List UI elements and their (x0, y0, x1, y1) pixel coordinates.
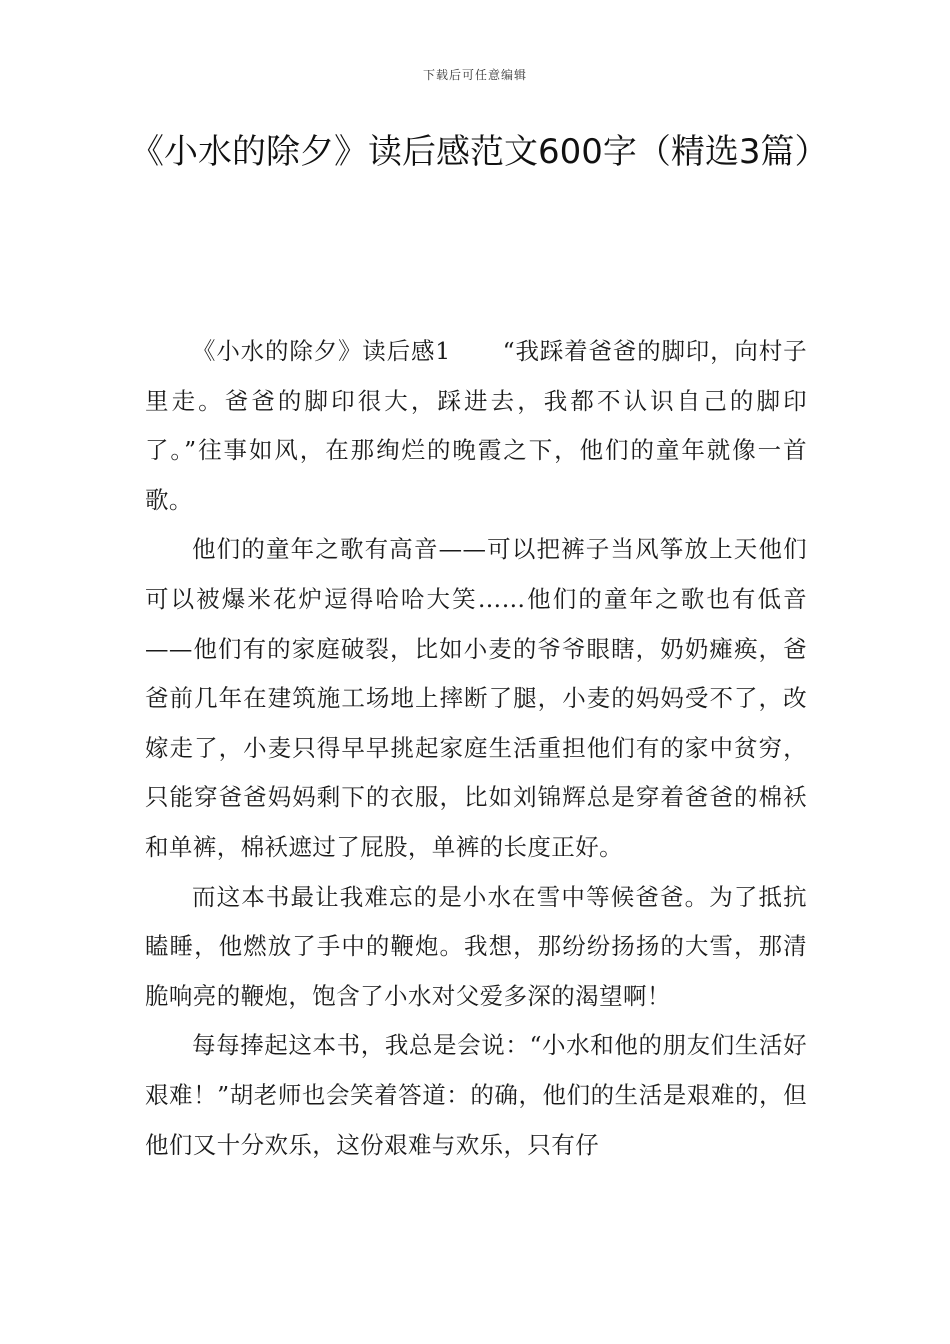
paragraph-2: 他们的童年之歌有高音——可以把裤子当风筝放上天他们可以被爆米花炉逗得哈哈大笑……他们的童年之歌也有低音——他们有的家庭破裂，比如小麦的爷爷眼瞎，奶奶瘫痪，爸爸前几年在建筑施工场地上摔断了腿，小麦的妈妈受不了，改嫁走了，小麦只得早早挑起家庭生活重担他们有的家中贫穷，只能穿爸爸妈妈剩下的衣服，比如刘锦辉总是穿着爸爸的棉袄和单裤，棉袄遮过了屁股，单裤的长度正好。 (145, 535, 807, 861)
paragraph-1-text: “我踩着爸爸的脚印，向村子里走。爸爸的脚印很大，踩进去，我都不认识自己的脚印了。”往事如风，在那绚烂的晚霞之下，他们的童年就像一首歌。 (145, 337, 807, 514)
header-note: 下载后可任意编辑 (422, 68, 527, 82)
paragraph-3: 而这本书最让我难忘的是小水在雪中等候爸爸。为了抵抗瞌睡，他燃放了手中的鞭炮。我想，那纷纷扬扬的大雪，那清脆响亮的鞭炮，饱含了小水对父爱多深的渴望啊！ (145, 882, 807, 1010)
section-heading: 《小水的除夕》读后感1 (192, 337, 451, 365)
paragraph-1 (145, 327, 807, 525)
paragraph-4: 每每捧起这本书，我总是会说：“小水和他的朋友们生活好艰难！”胡老师也会笑着答道：的确，他们的生活是艰难的，但他们又十分欢乐，这份艰难与欢乐，只有仔 (145, 1031, 807, 1159)
document-title: 《小水的除夕》读后感范文600字（精选3篇） (130, 132, 829, 172)
document-body (145, 327, 807, 1170)
